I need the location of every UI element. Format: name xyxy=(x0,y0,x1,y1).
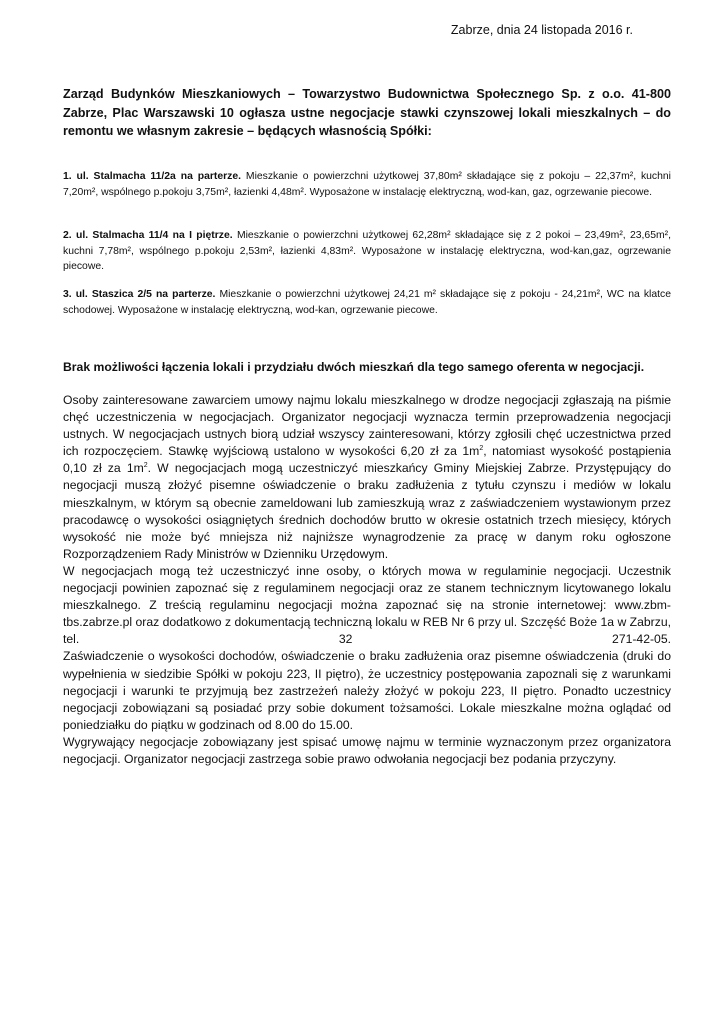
document-date: Zabrze, dnia 24 listopada 2016 r. xyxy=(450,23,633,37)
apartment-description: Mieszkanie o powierzchni użytkowej 24,21 m² składające się z pokoju - 24,21m², WC na klatce schodowej. Wyposażone w instalację elektryczną, wod-kan, ogrzewanie piecowe. xyxy=(63,289,671,316)
terms-paragraph-3: Zaświadczenie o wysokości dochodów, oświadczenie o braku zadłużenia oraz pisemne oświadczenia (druki do wypełnienia w siedzibie Spółki w pokoju 223, II piętro), że uczestnicy postępowania zapoznali się z warunkami negocjacji i warunki te przyjmują bez zastrzeżeń należy złożyć w pokoju 223, II piętro. Ponadto uczestnicy negocjacji zobowiązani są posiadać przy sobie dokument tożsamości. Lokale mieszkalne można oglądać od poniedziałku do piątku w godzinach od 8.00 do 15.00. xyxy=(63,649,671,732)
apartment-item-3 xyxy=(63,287,671,318)
apartment-description: Mieszkanie o powierzchni użytkowej 62,28m² składające się z 2 pokoi – 23,49m², 23,65m², kuchni 7,78m², wspólnego p.pokoju 2,53m², łazienki 4,83m². Wyposażone w instalację elektryczna, wod-kan,gaz, ogrzewanie piecowe. xyxy=(63,230,671,272)
terms-paragraph-2: W negocjacjach mogą też uczestniczyć inne osoby, o których mowa w regulaminie negocjacji. Uczestnik negocjacji powinien zapoznać się z regulaminem negocjacji oraz ze stanem technicznym licytowanego lokalu mieszkalnego. Z treścią regulaminu negocjacji można zapoznać się na stronie internetowej: www.zbm-tbs.zabrze.pl oraz dodatkowo z dokumentacją techniczną lokalu w REB Nr 6 przy ul. Szczęść Boże 1a w Zabrzu, tel. 32 271-42-05. xyxy=(63,563,671,647)
announcement-header: Zarząd Budynków Mieszkaniowych – Towarzystwo Budownictwa Społecznego Sp. z o.o. 41-800 Zabrze, Plac Warszawski 10 ogłasza ustne negocjacje stawki czynszowej lokali mieszkalnych – do remontu we własnym zakresie – będących własnością Spółki: xyxy=(63,87,671,138)
restriction-notice: Brak możliwości łączenia lokali i przydziału dwóch mieszkań dla tego samego oferenta w negocjacji. xyxy=(63,360,645,374)
apartment-title: 1. ul. Stalmacha 11/2a na parterze. xyxy=(63,171,242,182)
apartment-item-2 xyxy=(63,228,671,275)
apartment-description: Mieszkanie o powierzchni użytkowej 37,80m² składające się z pokoju – 22,37m², kuchni 7,20m², wspólnego p.pokoju 3,75m², łazienki 4,48m². Wyposażone w instalację elektryczną, wod-kan, gaz, ogrzewanie piecowe. xyxy=(63,171,671,198)
terms-body xyxy=(63,392,671,768)
terms-paragraph-1: Osoby zainteresowane zawarciem umowy najmu lokalu mieszkalnego w drodze negocjacji zgłaszają na piśmie chęć uczestniczenia w negocjacjach. Organizator negocjacji wyznacza termin przeprowadzenia negocjacji ustnych. W negocjacjach ustnych biorą udział wszyscy zainteresowani, którzy zgłosili chęć uczestnictwa przed ich rozpoczęciem. Stawkę wyjściową ustalono w wysokości 6,20 zł za $1m^2$, natomiast wysokość postąpienia 0,10 zł za $1m^2$. W negocjacjach mogą uczestniczyć mieszkańcy Gminy Miejskiej Zabrze. Przystępujący do negocjacji muszą złożyć pisemne oświadczenie o braku zadłużenia z tytułu czynszu i mediów w lokalu mieszkalnym, w którym są obecnie zameldowani lub zamieszkują wraz z zaświadczeniem wystawionym przez pracodawcę o wysokości osiągniętych średnich dochodów brutto w okresie ostatnich trzech miesięcy, których wysokość nie może być mniejsza niż najniższe wynagrodzenie za pracę w danym roku ogłoszone Rozporządzeniem Rady Ministrów w Dzienniku Urzędowym. xyxy=(63,393,671,561)
apartment-title: 3. ul. Staszica 2/5 na parterze. xyxy=(63,289,216,300)
apartment-item-1 xyxy=(63,169,671,200)
terms-paragraph-4: Wygrywający negocjacje zobowiązany jest spisać umowę najmu w terminie wyznaczonym przez organizatora negocjacji. Organizator negocjacji zastrzega sobie prawo odwołania negocjacji bez podania przyczyny. xyxy=(63,734,671,766)
apartment-title: 2. ul. Stalmacha 11/4 na I piętrze. xyxy=(63,230,233,241)
